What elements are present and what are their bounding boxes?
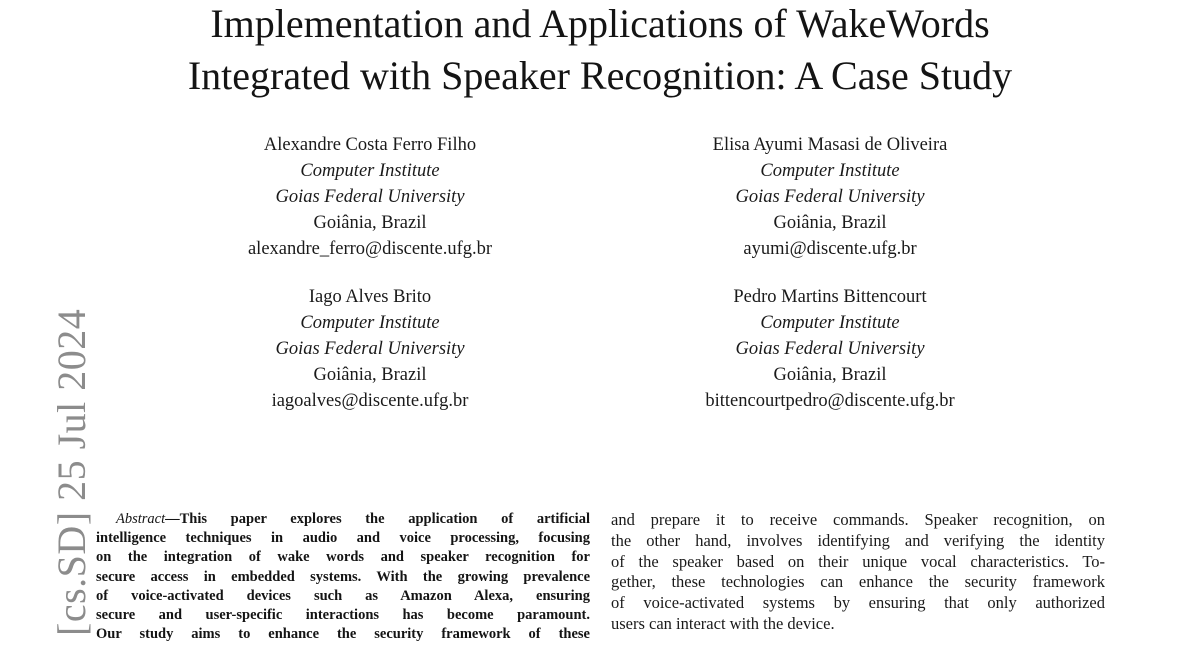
abstract-label: Abstract: [116, 511, 166, 527]
author-organization: Goias Federal University: [275, 187, 465, 207]
author-department: Computer Institute: [300, 161, 440, 181]
author-city: Goiânia, Brazil: [313, 365, 427, 385]
author-organization: Goias Federal University: [275, 339, 465, 359]
author-name: Alexandre Costa Ferro Filho: [263, 135, 477, 155]
abstract-line: on the integration of wake words and speaker recognition for: [96, 549, 590, 566]
body-line: users can interact with the device.: [611, 613, 835, 633]
paper-title-line-1: Implementation and Applications of WakeWords: [210, 1, 990, 46]
body-line: the other hand, involves identifying and verifying the identity: [611, 530, 1105, 550]
abstract-line: secure and user-specific interactions has become paramount.: [96, 607, 590, 624]
body-line: of voice-activated systems by ensuring that only authorized: [611, 593, 1105, 613]
arxiv-side-stamp: [cs.SD] 25 Jul 2024: [49, 308, 94, 636]
author-block-3: [160, 284, 580, 414]
author-block-1: [160, 132, 580, 262]
abstract-paragraph: [96, 510, 590, 644]
body-line: of the speaker based on their unique vocal characteristics. To-: [611, 551, 1105, 571]
abstract-line-1-text: —This paper explores the application of artificial: [165, 511, 590, 527]
abstract-line-1: [96, 510, 590, 529]
abstract-line: secure access in embedded systems. With the growing prevalence: [96, 568, 590, 585]
author-organization: Goias Federal University: [735, 187, 925, 207]
author-city: Goiânia, Brazil: [773, 365, 887, 385]
paper-title: [0, 0, 1200, 102]
abstract-line: intelligence techniques in audio and voice processing, focusing: [96, 530, 590, 547]
author-department: Computer Institute: [760, 313, 900, 333]
author-email: ayumi@discente.ufg.br: [743, 239, 917, 259]
author-department: Computer Institute: [760, 161, 900, 181]
author-name: Elisa Ayumi Masasi de Oliveira: [712, 135, 948, 155]
author-city: Goiânia, Brazil: [313, 213, 427, 233]
author-block-4: [620, 284, 1040, 414]
author-email: iagoalves@discente.ufg.br: [271, 391, 469, 411]
body-line: and prepare it to receive commands. Speaker recognition, on: [611, 510, 1105, 529]
author-city: Goiânia, Brazil: [773, 213, 887, 233]
author-email: bittencourtpedro@discente.ufg.br: [705, 391, 955, 411]
author-block-2: [620, 132, 1040, 262]
author-organization: Goias Federal University: [735, 339, 925, 359]
body-paragraph-right-column: [611, 510, 1105, 635]
abstract-line: of voice-activated devices such as Amazon Alexa, ensuring: [96, 587, 590, 604]
paper-title-line-2: Integrated with Speaker Recognition: A Case Study: [187, 53, 1013, 98]
author-email: alexandre_ferro@discente.ufg.br: [247, 239, 493, 259]
author-name: Iago Alves Brito: [308, 287, 432, 307]
author-department: Computer Institute: [300, 313, 440, 333]
body-line: gether, these technologies can enhance the security framework: [611, 572, 1105, 592]
abstract-line: Our study aims to enhance the security framework of these: [96, 626, 590, 643]
author-name: Pedro Martins Bittencourt: [733, 287, 927, 307]
